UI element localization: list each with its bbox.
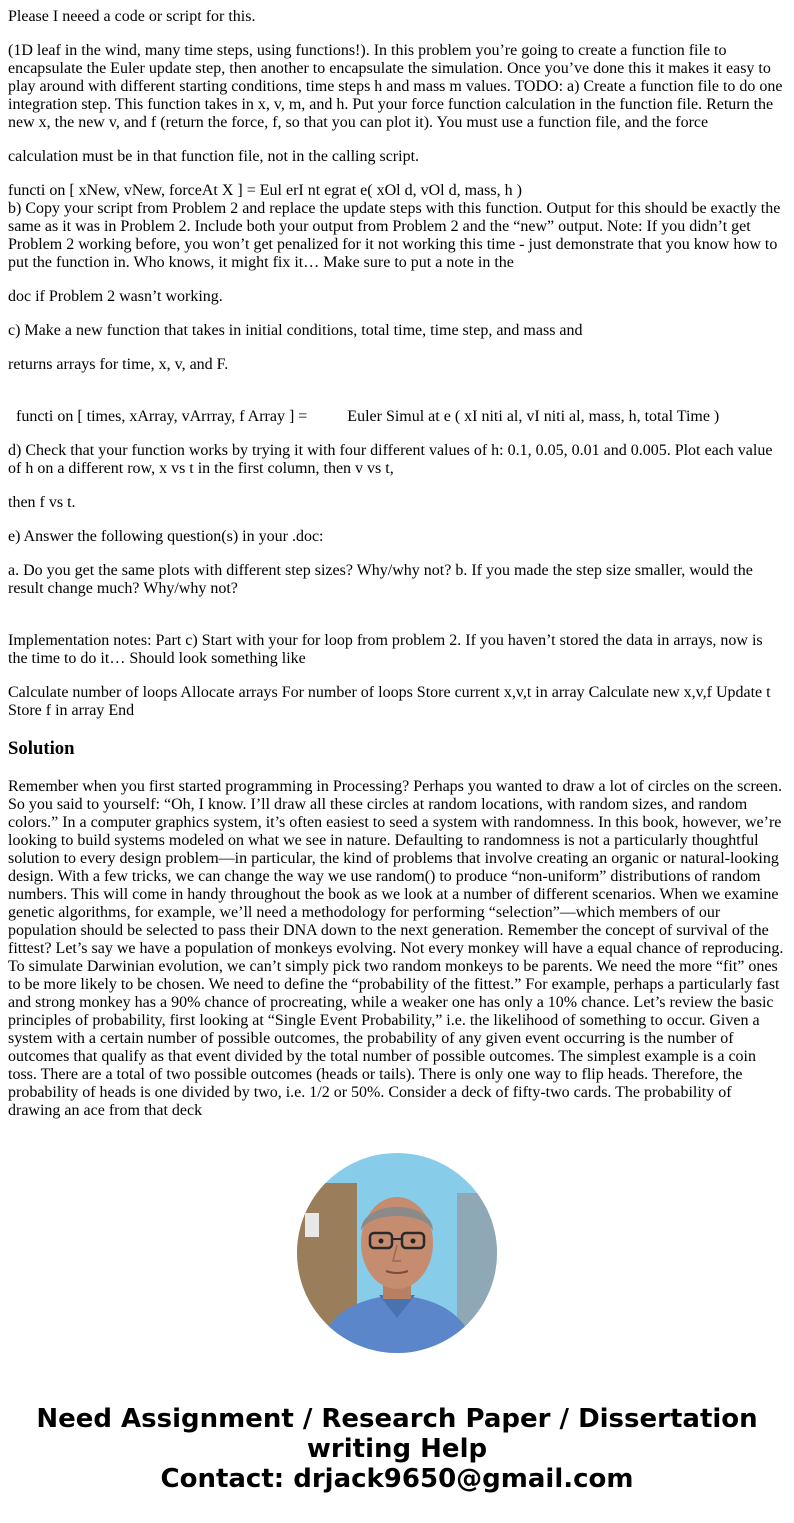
- photo-eye-right: [411, 1239, 416, 1244]
- footer-line-2: writing Help: [306, 1434, 488, 1464]
- part-c-text: c) Make a new function that takes in initial conditions, total time, time step, and mass and: [8, 322, 583, 339]
- problem-paragraph-cont: calculation must be in that function file, not in the calling script.: [8, 148, 420, 165]
- photo-switch: [305, 1213, 319, 1237]
- implementation-notes: Implementation notes: Part c) Start with your for loop from problem 2. If you haven’t stored the data in arrays, now is the time to do it… Should look something like: [8, 632, 763, 667]
- part-e-text: e) Answer the following question(s) in your .doc:: [8, 528, 324, 545]
- pseudocode-text: Calculate number of loops Allocate arrays For number of loops Store current x,v,t in array Calculate new x,v,f Update t Store f in array End: [8, 684, 771, 719]
- author-photo: [297, 1153, 497, 1353]
- author-avatar: [297, 1153, 497, 1353]
- photo-wall-right: [457, 1193, 497, 1353]
- footer-line-1: Need Assignment / Research Paper / Dissertation: [36, 1404, 758, 1434]
- problem-paragraph: (1D leaf in the wind, many time steps, using functions!). In this problem you’re going to create a function file to encapsulate the Euler update step, then another to encapsulate the simulation. Once you’ve done this it makes it easy to play around with different starting conditions, time steps h and mass m values. TODO: a) Create a function file to do one integration step. This function takes in x, v, m, and h. Put your force function calculation in the function file. Return the new x, the new v, and f (return the force, f, so that you can plot it). You must use a function file, and the force: [8, 42, 783, 131]
- function-signature-euler-integrate: functi on [ xNew, vNew, forceAt X ] = Eul erI nt egrat e( xOl d, vOl d, mass, h ): [8, 182, 522, 199]
- promo-footer: [0, 1404, 794, 1494]
- part-e-questions: a. Do you get the same plots with different step sizes? Why/why not? b. If you made the step size smaller, would the result change much? Why/why not?: [8, 562, 753, 597]
- solution-heading: Solution: [8, 738, 75, 759]
- intro-text: Please I neeed a code or script for this.: [8, 8, 256, 25]
- photo-eye-left: [379, 1239, 384, 1244]
- footer-contact: Contact: drjack9650@gmail.com: [160, 1464, 634, 1494]
- function-signature-euler-simulate: functi on [ times, xArray, vArrray, f Array ] = Euler Simul at e ( xI niti al, vI niti al, mass, h, total Time ): [16, 408, 720, 425]
- question-content: [8, 0, 786, 1120]
- part-d-text: d) Check that your function works by trying it with four different values of h: 0.1, 0.05, 0.01 and 0.005. Plot each value of h on a different row, x vs t in the first column, then v vs t,: [8, 442, 773, 477]
- part-b-text: b) Copy your script from Problem 2 and replace the update steps with this function. Output for this should be exactly the same as it was in Problem 2. Include both your output from Problem 2 and the “new” output. Note: If you didn’t get Problem 2 working before, you won’t get penalized for it not working this time - just demonstrate that you know how to put the function in. Who knows, it might fix it… Make sure to put a note in the: [8, 200, 781, 271]
- part-d-cont: then f vs t.: [8, 494, 76, 511]
- part-c-cont: returns arrays for time, x, v, and F.: [8, 356, 229, 373]
- solution-body: Remember when you first started programming in Processing? Perhaps you wanted to draw a lot of circles on the screen. So you said to yourself: “Oh, I know. I’ll draw all these circles at random locations, with random sizes, and random colors.” In a computer graphics system, it’s often easiest to seed a system with randomness. In this book, however, we’re looking to build systems modeled on what we see in nature. Defaulting to randomness is not a particularly thoughtful solution to every design problem—in particular, the kind of problems that involve creating an organic or natural-looking design. With a few tricks, we can change the way we use random() to produce “non-uniform” distributions of random numbers. This will come in handy throughout the book as we look at a number of different scenarios. When we examine genetic algorithms, for example, we’ll need a methodology for performing “selection”—which members of our population should be selected to pass their DNA down to the next generation. Remember the concept of survival of the fittest? Let’s say we have a population of monkeys evolving. Not every monkey will have a equal chance of reproducing. To simulate Darwinian evolution, we can’t simply pick two random monkeys to be parents. We need the more “fit” ones to be more likely to be chosen. We need to define the “probability of the fittest.” For example, perhaps a particularly fast and strong monkey has a 90% chance of procreating, while a weaker one has only a 10% chance. Let’s review the basic principles of probability, first looking at “Single Event Probability,” i.e. the likelihood of something to occur. Given a system with a certain number of possible outcomes, the probability of any given event occurring is the number of outcomes that qualify as that event divided by the total number of possible outcomes. The simplest example is a coin toss. There are a total of two possible outcomes (heads or tails). There is only one way to flip heads. Therefore, the probability of heads is one divided by two, i.e. 1/2 or 50%. Consider a deck of fifty-two cards. The probability of drawing an ace from that deck: [8, 778, 784, 1119]
- part-b-cont: doc if Problem 2 wasn’t working.: [8, 288, 223, 305]
